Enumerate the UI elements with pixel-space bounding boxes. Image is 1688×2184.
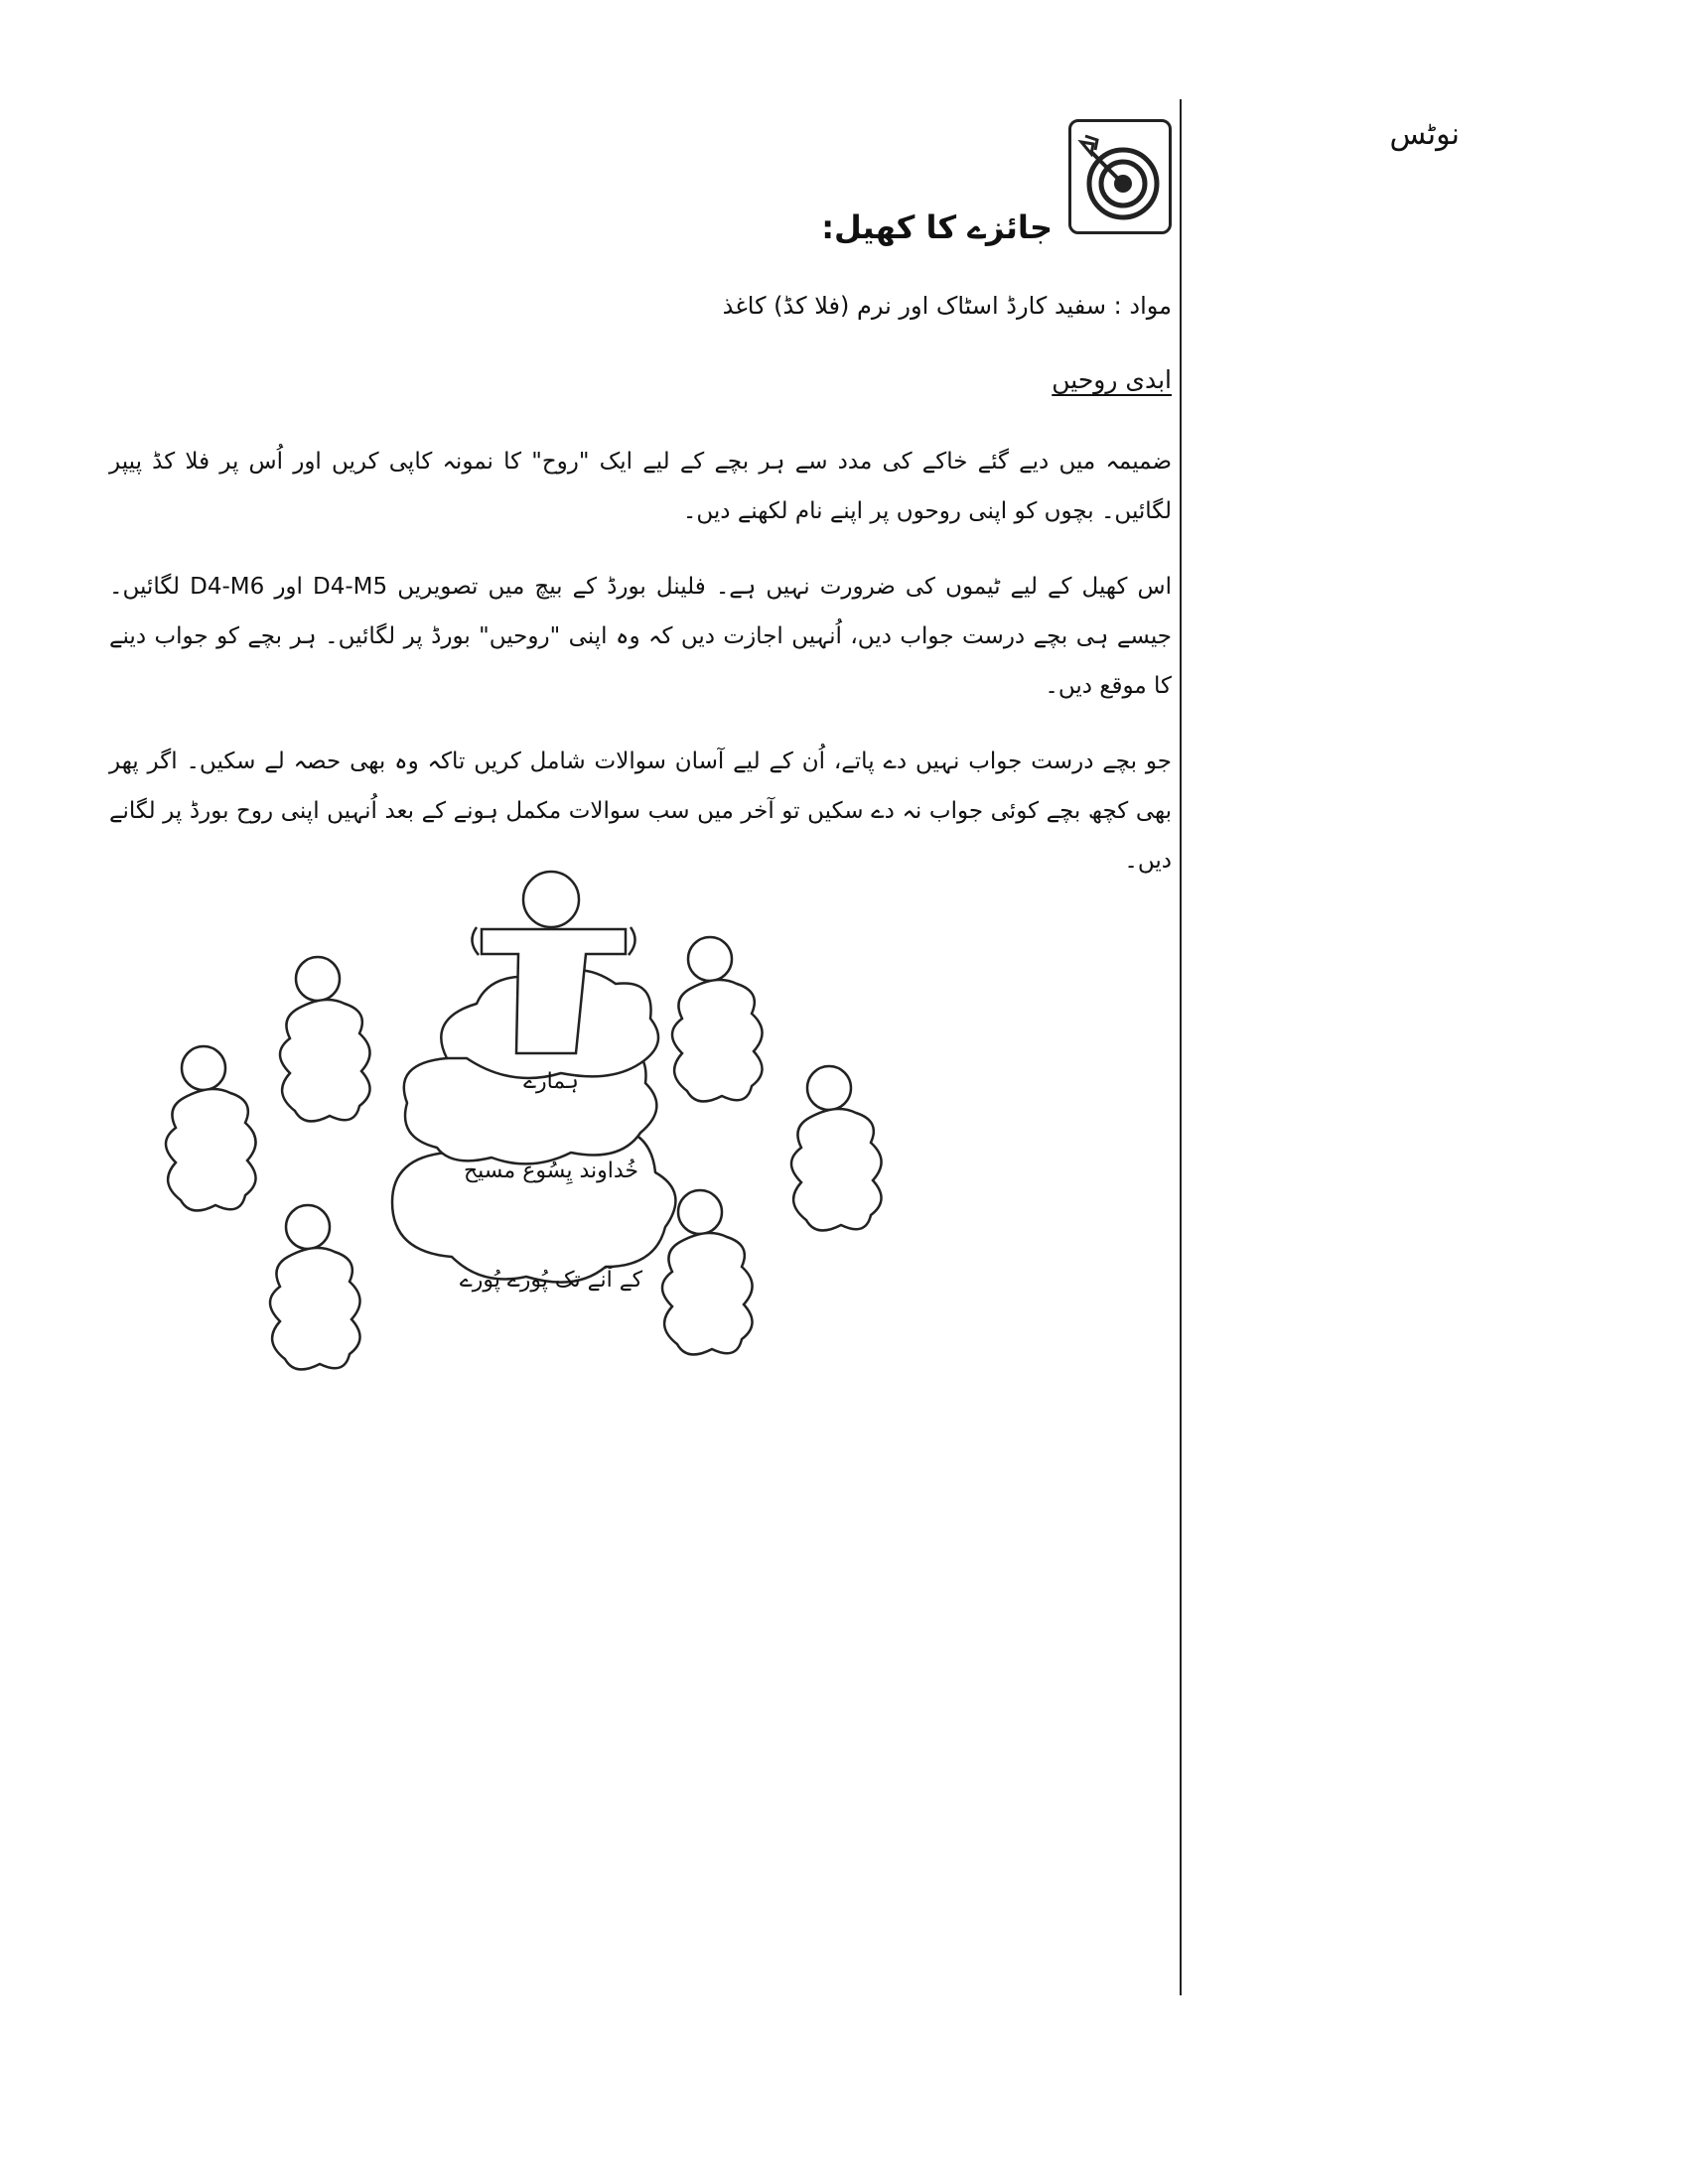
game-title: جائزے کا کھیل:	[821, 208, 1053, 246]
section-subheading: ابدی روحیں	[1052, 365, 1172, 394]
soul-cloud-figure	[270, 1205, 360, 1369]
souls-clouds-illustration	[149, 860, 923, 1416]
paragraph: ضمیمہ میں دیے گئے خاکے کی مدد سے ہر بچے کے لیے ایک "روح" کا نمونہ کاپی کریں اور اُس پر فلا کڈ پیپر لگائیں۔ بچوں کو اپنی روحوں پر اپنے نام لکھنے دیں۔	[109, 449, 1172, 524]
soul-cloud-figure	[166, 1046, 256, 1210]
materials-line: مواد : سفید کارڈ اسٹاک اور نرم (فلا کڈ) کاغذ	[722, 292, 1172, 320]
target-dart-icon	[1068, 119, 1172, 234]
cloud-label-2: خُداوند یِسُوع مسیح	[463, 1159, 639, 1183]
column-divider	[1180, 99, 1182, 1995]
soul-cloud-figure	[280, 957, 370, 1121]
notes-label: نوٹس	[1389, 117, 1460, 152]
soul-cloud-figure	[672, 937, 763, 1101]
soul-cloud-figure	[662, 1190, 753, 1354]
soul-cloud-figure	[791, 1066, 882, 1230]
instructions	[109, 437, 1172, 911]
paragraph: جو بچے درست جواب نہیں دے پاتے، اُن کے لیے آسان سوالات شامل کریں تاکہ وہ بھی حصہ لے سکیں۔ اگر پھر بھی کچھ بچے کوئی جواب نہ دے سکیں تو آخر میں سب سوالات مکمل ہونے کے بعد اُنہیں اپنی روح بورڈ پر لگانے دیں۔	[109, 749, 1172, 874]
paragraph: اس کھیل کے لیے ٹیموں کی ضرورت نہیں ہے۔ فلینل بورڈ کے بیچ میں تصویریں D4-M5 اور D4-M6 لگائیں۔ جیسے ہی بچے درست جواب دیں، اُنہیں اجازت دیں کہ وہ اپنی "روحیں" بورڈ پر لگائیں۔ ہر بچے کو جواب دینے کا موقع دیں۔	[109, 574, 1173, 699]
cloud-label-1: ہمارے	[523, 1069, 579, 1094]
cloud-label-3: کے آنے تک پُورے پُورے	[459, 1268, 643, 1293]
